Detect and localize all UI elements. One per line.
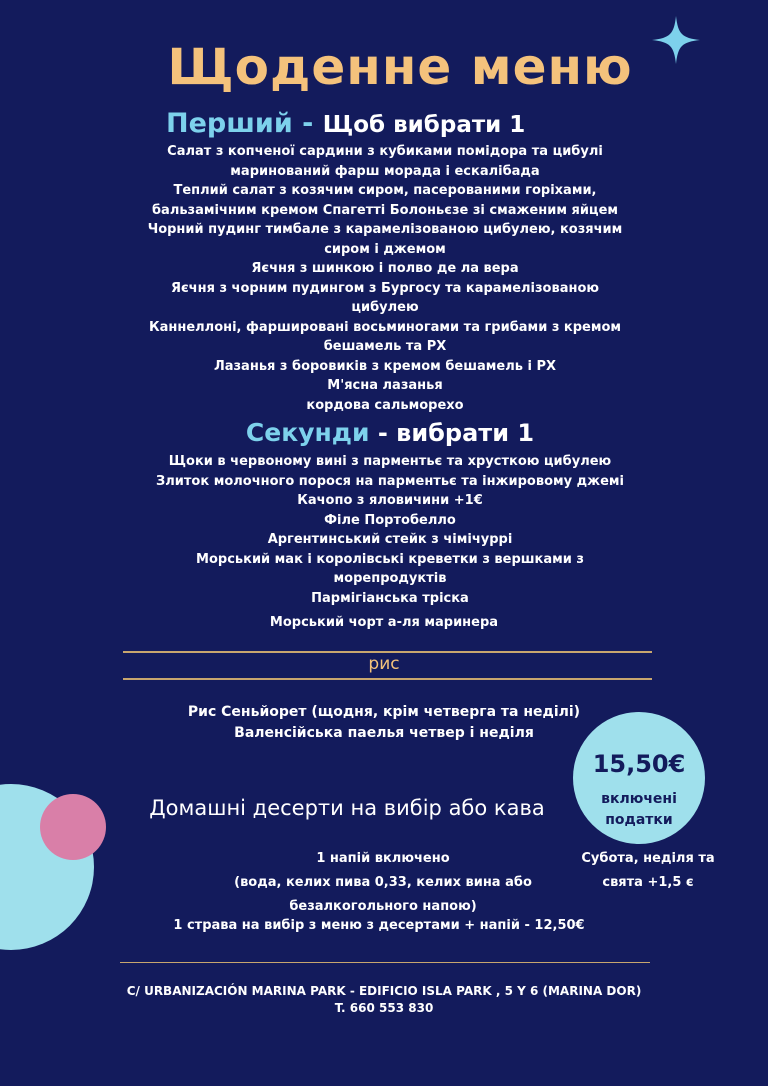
rice-heading: рис (368, 654, 400, 674)
weekend-surcharge (568, 847, 728, 895)
weekend-line: свята +1,5 є (602, 875, 694, 890)
list-item: маринований фарш морада і ескалібада (230, 163, 540, 179)
list-item: кордова сальморехо (306, 397, 464, 413)
list-item: Каннеллоні, фаршировані восьминогами та грибами з кремом (148, 319, 622, 335)
second-course-choose: - вибрати 1 (369, 419, 535, 447)
list-item: бальзамічним кремом Спагетті Болоньєзе зі смаженим яйцем (151, 202, 619, 218)
divider (123, 678, 652, 680)
combo-offer: 1 страва на вибір з меню з десертами + напій - 12,50€ (173, 918, 585, 933)
desserts-text: Домашні десерти на вибір або кава (149, 796, 545, 820)
first-course-list (144, 142, 626, 415)
list-item: Рис Сеньйорет (щодня, крім четверга та неділі) (187, 704, 581, 720)
price-note: включені податки (601, 791, 677, 828)
divider (123, 651, 652, 653)
list-item: цибулею (351, 300, 419, 315)
list-item: Чорний пудинг тимбале з карамелізованою цибулею, козячим (147, 222, 623, 237)
list-item: Валенсійська паелья четвер і неділя (234, 725, 534, 741)
list-item: Лазанья з боровиків з кремом бешамель і PX (213, 358, 557, 374)
list-item: Злиток молочного порося на парментьє та інжировому джемі (156, 473, 624, 489)
list-item: Пармігіанська тріска (311, 590, 469, 606)
second-course-list (140, 452, 640, 608)
list-item: Качопо з яловичини +1€ (297, 493, 483, 508)
drinks-line: (вода, келих пива 0,33, келих вина або (234, 875, 532, 890)
second-course-heading (0, 418, 768, 447)
list-item: морепродуктів (333, 571, 447, 586)
drinks-line: 1 напій включено (316, 851, 450, 866)
list-item: Яєчня з чорним пудингом з Бургосу та карамелізованою (170, 280, 600, 296)
weekend-line: Субота, неділя та (581, 851, 715, 866)
address-line: C/ URBANIZACIÓN MARINA PARK - EDIFICIO ISLA PARK , 5 Y 6 (MARINA DOR) (126, 984, 642, 998)
list-item: Філе Портобелло (324, 512, 456, 528)
divider (120, 962, 650, 963)
first-course-heading (166, 108, 525, 139)
drinks-info (198, 847, 568, 919)
list-item: Салат з копченої сардини з кубиками помідора та цибулі (167, 144, 603, 159)
sparkle-star-icon (650, 14, 702, 66)
page-title: Щоденне меню (167, 38, 633, 96)
second-course-label: Секунди (245, 418, 370, 447)
list-item: Теплий салат з козячим сиром, пасерованими горіхами, (173, 183, 597, 198)
address-block (0, 983, 768, 1017)
list-item: М'ясна лазанья (327, 378, 443, 393)
list-item: бешамель та PX (323, 339, 447, 354)
rice-list (134, 702, 634, 744)
list-item: Морський чорт а-ля маринера (269, 615, 499, 630)
list-item: Морський мак і королівські креветки з вершками з (196, 551, 584, 567)
drinks-line: безалкогольного напою) (289, 899, 477, 914)
list-item: сиром і джемом (324, 241, 446, 257)
list-item: Щоки в червоному вині з парментьє та хрусткою цибулею (168, 454, 612, 469)
price-badge (573, 712, 705, 844)
list-item: Аргентинський стейк з чімічуррі (267, 532, 513, 547)
list-item: Яєчня з шинкою і полво де ла вера (251, 261, 519, 276)
price-value: 15,50€ (592, 750, 686, 778)
first-course-label: Перший - (166, 108, 314, 139)
first-course-choose: Щоб вибрати 1 (322, 112, 526, 138)
phone-number: T. 660 553 830 (334, 1001, 434, 1015)
